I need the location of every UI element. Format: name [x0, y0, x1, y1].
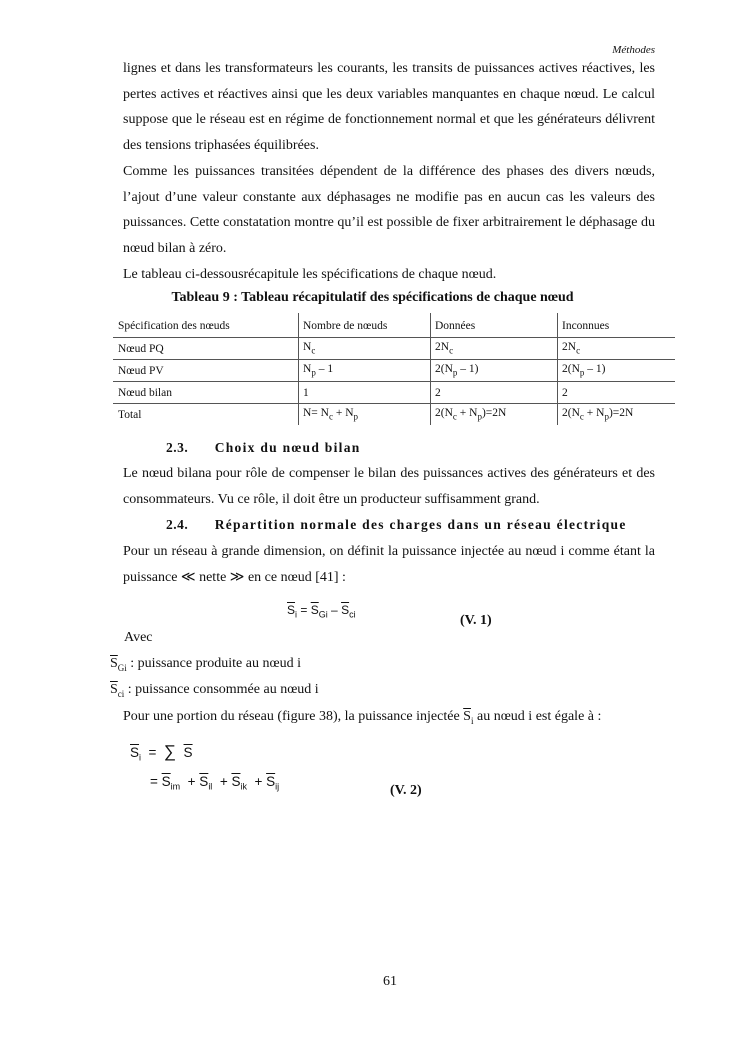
table-cell: $N= N_c + N_p$ — [299, 404, 431, 426]
definition-sgi: $\overline{S}_{Gi}$ : puissance produite au nœud i — [110, 656, 301, 673]
paragraph-2: Comme les puissances transitées dépendent de la différence des phases des divers nœuds, l’ajout d’une valeur constante aux déphasages ne modifie pas en aucun cas les valeurs des puissances. Cette constatation montre qu’il est possible de fixer arbitrairement le déphasage du nœud bilan à zéro. — [123, 163, 655, 256]
table-cell: Nœud bilan — [114, 382, 299, 404]
table-caption: Tableau 9 : Tableau récapitulatif des spécifications de chaque nœud — [171, 290, 574, 305]
table-cell: $2(N_p - 1)$ — [431, 360, 558, 382]
table-cell: $2(N_p - 1)$ — [558, 360, 675, 382]
table-header-cell: Inconnues — [558, 314, 675, 338]
table-cell: $2(N_c + N_p)=2N$ — [431, 404, 558, 426]
table-header-cell: Nombre de nœuds — [299, 314, 431, 338]
table-cell: 1 — [299, 382, 431, 404]
table-cell: 2 — [558, 382, 675, 404]
table-header-cell: Données — [431, 314, 558, 338]
table-cell: $N_c$ — [299, 338, 431, 360]
equation-v2-line2: = $\overline{S}_{im} + \overline{S}_{il} + \overline{S}_{ik} + \overline{S}_{ij}$ — [150, 774, 280, 792]
equation-tag-v1: (V. 1) — [460, 613, 492, 628]
table-row — [114, 360, 675, 382]
section-title: Choix du nœud bilan — [214, 440, 361, 455]
definition-sci: $\overline{S}_{ci}$ : puissance consommée au nœud i — [110, 682, 319, 699]
section-number: 2.4. — [166, 517, 189, 532]
table-row — [114, 338, 675, 360]
section-heading-2-4 — [166, 517, 627, 533]
table-row — [114, 404, 675, 426]
table-cell: 2 — [431, 382, 558, 404]
equation-tag-v2: (V. 2) — [390, 783, 422, 798]
table-cell: $2N_c$ — [558, 338, 675, 360]
table-row — [114, 382, 675, 404]
table-header-cell: Spécification des nœuds — [114, 314, 299, 338]
section-2-3-text: Le nœud bilana pour rôle de compenser le bilan des puissances actives des générateurs et des consommateurs. Vu ce rôle, il doit être un producteur suffisamment grand. — [123, 466, 655, 507]
avec-label: Avec — [124, 630, 153, 645]
equation-v1: $\overline{S}_i = \overline{S}_{Gi} - \overline{S}_{ci}$ — [287, 603, 356, 620]
section-heading-2-3 — [166, 440, 361, 456]
table-cell: $N_p - 1$ — [299, 360, 431, 382]
page-number: 61 — [383, 974, 397, 989]
paragraph-1: lignes et dans les transformateurs les courants, les transits de puissances actives réactives, les pertes actives et réactives ainsi que les deux variables manquantes en chaque nœud. Le calcul suppose que le réseau est en régime de fonctionnement normal et que les générateurs délivrent des tensions triphasées équilibrées. — [123, 61, 655, 154]
portion-sentence: Pour une portion du réseau (figure 38), la puissance injectée $\overline{S}_i$ au nœud i est égale à : — [123, 709, 602, 726]
table-header-row — [114, 314, 675, 338]
table-cell: Total — [114, 404, 299, 426]
section-2-4-text: Pour un réseau à grande dimension, on définit la puissance injectée au nœud i comme étant la puissance ≪ nette ≫ en ce nœud [41] : — [123, 544, 655, 585]
chapter-header: Méthodes — [612, 44, 655, 56]
table-cell: $2(N_c + N_p)=2N$ — [558, 404, 675, 426]
spec-table — [113, 313, 675, 426]
table-cell: Nœud PQ — [114, 338, 299, 360]
table-cell: $2N_c$ — [431, 338, 558, 360]
section-title: Répartition normale des charges dans un réseau électrique — [214, 517, 627, 532]
body-text-top — [123, 56, 655, 287]
table-cell: Nœud PV — [114, 360, 299, 382]
paragraph-3: Le tableau ci-dessousrécapitule les spécifications de chaque nœud. — [123, 266, 497, 282]
equation-v2-line1: $\overline{S}_i$ = ∑ $\overline{S}$ — [130, 742, 193, 763]
section-number: 2.3. — [166, 440, 189, 455]
